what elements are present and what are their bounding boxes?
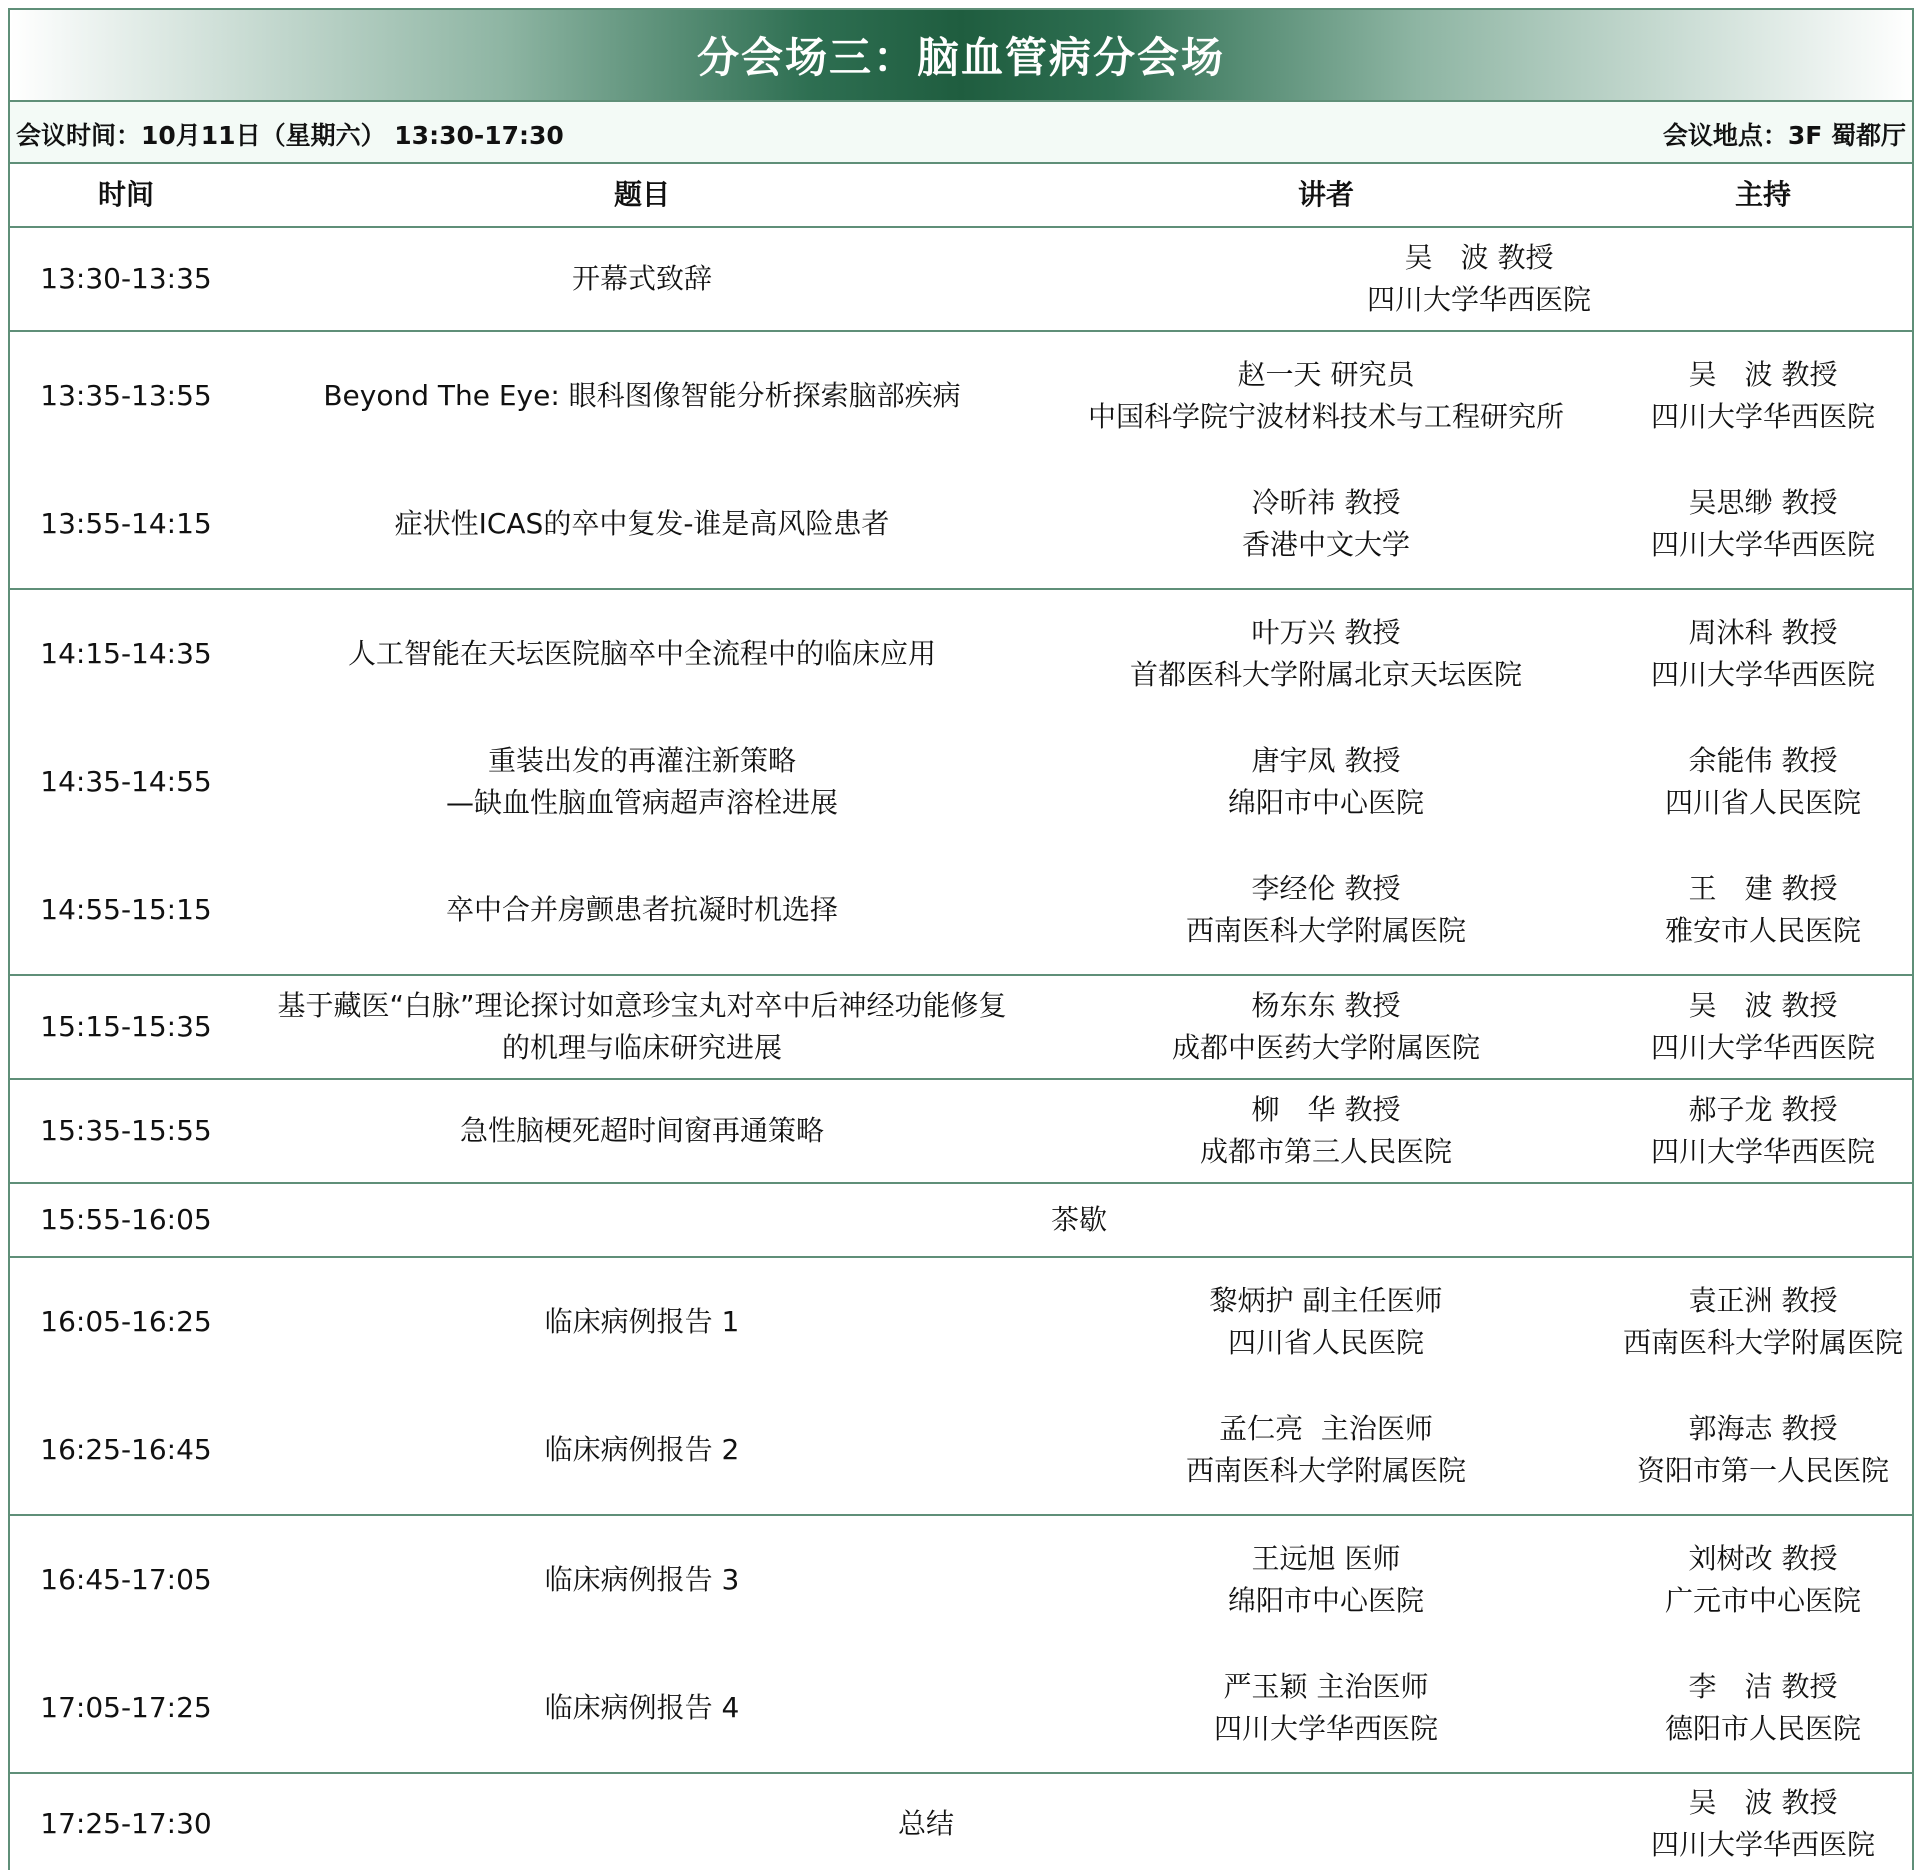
speaker-cell — [1042, 228, 1916, 330]
meeting-time: 会议时间：10月11日（星期六） 13:30-17:30 — [16, 121, 564, 150]
speaker-cell — [1042, 1516, 1610, 1644]
topic-cell — [242, 718, 1042, 846]
topic-cell: 开幕式致辞 — [571, 262, 712, 295]
host-cell — [1610, 460, 1916, 588]
host-cell — [1610, 718, 1916, 846]
speaker-affiliation: 四川省人民医院 — [1227, 1326, 1424, 1359]
speaker-cell — [1042, 718, 1610, 846]
host-affiliation: 四川大学华西医院 — [1650, 1031, 1875, 1064]
speaker-affiliation: 西南医科大学附属医院 — [1185, 1454, 1466, 1487]
host-name: 吴 波 教授 — [1688, 358, 1838, 391]
speaker-name: 李经伦 教授 — [1251, 872, 1401, 905]
table-row — [10, 1256, 1912, 1386]
speaker-affiliation: 成都市第三人民医院 — [1199, 1135, 1452, 1168]
host-name: 吴思缈 教授 — [1688, 486, 1838, 519]
host-affiliation: 德阳市人民医院 — [1664, 1712, 1861, 1745]
table-row — [10, 588, 1912, 718]
speaker-cell — [1042, 1386, 1610, 1514]
time-cell: 14:15-14:35 — [40, 637, 212, 670]
host-cell — [1610, 1644, 1916, 1772]
topic-line: —缺血性脑血管病超声溶栓进展 — [445, 786, 838, 819]
speaker-name: 王远旭 医师 — [1251, 1542, 1401, 1575]
speaker-cell — [1042, 332, 1610, 460]
time-cell: 14:35-14:55 — [40, 765, 212, 798]
topic-line: 重装出发的再灌注新策略 — [487, 744, 796, 777]
host-cell — [1610, 846, 1916, 974]
session-title: 分会场三：脑血管病分会场 — [696, 33, 1225, 82]
speaker-cell — [1042, 460, 1610, 588]
topic-cell: Beyond The Eye: 眼科图像智能分析探索脑部疾病 — [323, 379, 961, 412]
table-row — [10, 1078, 1912, 1182]
time-cell: 13:30-13:35 — [40, 262, 212, 295]
host-name: 王 建 教授 — [1688, 872, 1838, 905]
time-cell: 15:15-15:35 — [40, 1010, 212, 1043]
topic-line: 基于藏医“白脉”理论探讨如意珍宝丸对卒中后神经功能修复 — [277, 989, 1007, 1022]
time-cell: 17:25-17:30 — [40, 1807, 212, 1840]
table-row — [10, 974, 1912, 1078]
speaker-cell — [1042, 976, 1610, 1078]
time-cell: 15:35-15:55 — [40, 1114, 212, 1147]
host-affiliation: 广元市中心医院 — [1664, 1584, 1861, 1617]
host-cell — [1610, 1258, 1916, 1386]
header-time: 时间 — [97, 178, 154, 211]
topic-cell: 临床病例报告 1 — [544, 1305, 740, 1338]
speaker-name: 柳 华 教授 — [1251, 1093, 1401, 1126]
host-affiliation: 雅安市人民医院 — [1664, 914, 1861, 947]
speaker-name: 赵一天 研究员 — [1237, 358, 1415, 391]
host-name: 余能伟 教授 — [1688, 744, 1838, 777]
host-name: 吴 波 教授 — [1688, 1786, 1838, 1819]
table-row — [10, 1386, 1912, 1514]
speaker-cell — [1042, 846, 1610, 974]
speaker-name: 孟仁亮 主治医师 — [1219, 1412, 1433, 1445]
host-cell — [1610, 1386, 1916, 1514]
host-affiliation: 四川大学华西医院 — [1650, 528, 1875, 561]
table-header-row — [10, 164, 1912, 226]
topic-cell: 临床病例报告 4 — [544, 1691, 740, 1724]
speaker-affiliation: 中国科学院宁波材料技术与工程研究所 — [1087, 400, 1564, 433]
meeting-info-bar — [10, 102, 1912, 164]
header-topic: 题目 — [613, 178, 670, 211]
host-name: 吴 波 教授 — [1688, 989, 1838, 1022]
speaker-name: 叶万兴 教授 — [1251, 616, 1401, 649]
host-affiliation: 四川大学华西医院 — [1650, 658, 1875, 691]
table-row — [10, 846, 1912, 974]
time-cell: 16:45-17:05 — [40, 1563, 212, 1596]
speaker-affiliation: 首都医科大学附属北京天坛医院 — [1129, 658, 1522, 691]
host-cell — [1610, 1774, 1916, 1874]
topic-cell — [242, 976, 1042, 1078]
host-affiliation: 四川大学华西医院 — [1650, 1135, 1875, 1168]
table-row — [10, 460, 1912, 588]
host-affiliation: 四川大学华西医院 — [1650, 400, 1875, 433]
speaker-affiliation: 四川大学华西医院 — [1213, 1712, 1438, 1745]
table-row — [10, 330, 1912, 460]
schedule-grid — [10, 164, 1912, 1874]
table-row — [10, 1644, 1912, 1772]
speaker-affiliation: 四川大学华西医院 — [1366, 283, 1591, 316]
topic-cell: 人工智能在天坛医院脑卒中全流程中的临床应用 — [347, 637, 936, 670]
topic-cell: 总结 — [897, 1807, 954, 1840]
speaker-name: 冷昕祎 教授 — [1251, 486, 1401, 519]
time-cell: 13:35-13:55 — [40, 379, 212, 412]
speaker-affiliation: 成都中医药大学附属医院 — [1171, 1031, 1480, 1064]
topic-cell: 临床病例报告 3 — [544, 1563, 740, 1596]
topic-cell: 卒中合并房颤患者抗凝时机选择 — [445, 893, 838, 926]
host-cell — [1610, 1080, 1916, 1182]
host-name: 郝子龙 教授 — [1688, 1093, 1838, 1126]
speaker-cell — [1042, 1080, 1610, 1182]
topic-cell: 临床病例报告 2 — [544, 1433, 740, 1466]
host-name: 李 洁 教授 — [1688, 1670, 1838, 1703]
speaker-name: 唐宇凤 教授 — [1251, 744, 1401, 777]
speaker-affiliation: 西南医科大学附属医院 — [1185, 914, 1466, 947]
session-banner — [10, 10, 1912, 102]
speaker-cell — [1042, 1644, 1610, 1772]
host-affiliation: 西南医科大学附属医院 — [1622, 1326, 1903, 1359]
speaker-name: 严玉颖 主治医师 — [1223, 1670, 1429, 1703]
time-cell: 14:55-15:15 — [40, 893, 212, 926]
header-host: 主持 — [1734, 178, 1791, 211]
meeting-location: 会议地点：3F 蜀都厅 — [1662, 121, 1906, 150]
host-cell — [1610, 976, 1916, 1078]
table-row-break — [10, 1182, 1912, 1256]
host-name: 袁正洲 教授 — [1688, 1284, 1838, 1317]
host-affiliation: 资阳市第一人民医院 — [1636, 1454, 1889, 1487]
speaker-affiliation: 绵阳市中心医院 — [1227, 786, 1424, 819]
speaker-affiliation: 绵阳市中心医院 — [1227, 1584, 1424, 1617]
table-row — [10, 718, 1912, 846]
session-schedule-table — [8, 8, 1914, 1870]
speaker-affiliation: 香港中文大学 — [1241, 528, 1410, 561]
table-row — [10, 1772, 1912, 1874]
host-cell — [1610, 590, 1916, 718]
table-row — [10, 1514, 1912, 1644]
speaker-name: 吴 波 教授 — [1404, 241, 1554, 274]
speaker-name: 黎炳护 副主任医师 — [1209, 1284, 1443, 1317]
host-affiliation: 四川省人民医院 — [1664, 786, 1861, 819]
time-cell: 17:05-17:25 — [40, 1691, 212, 1724]
host-affiliation: 四川大学华西医院 — [1650, 1828, 1875, 1861]
time-cell: 16:25-16:45 — [40, 1433, 212, 1466]
time-cell: 15:55-16:05 — [40, 1203, 212, 1236]
speaker-cell — [1042, 590, 1610, 718]
topic-line: 的机理与临床研究进展 — [501, 1031, 782, 1064]
table-row — [10, 226, 1912, 330]
time-cell: 16:05-16:25 — [40, 1305, 212, 1338]
speaker-name: 杨东东 教授 — [1251, 989, 1401, 1022]
host-name: 刘树改 教授 — [1688, 1542, 1838, 1575]
topic-cell: 急性脑梗死超时间窗再通策略 — [459, 1114, 824, 1147]
header-speaker: 讲者 — [1297, 178, 1354, 211]
host-name: 周沐科 教授 — [1688, 616, 1838, 649]
speaker-cell — [1042, 1258, 1610, 1386]
host-cell — [1610, 1516, 1916, 1644]
topic-cell: 症状性ICAS的卒中复发-谁是高风险患者 — [394, 507, 890, 540]
host-name: 郭海志 教授 — [1688, 1412, 1838, 1445]
host-cell — [1610, 332, 1916, 460]
time-cell: 13:55-14:15 — [40, 507, 212, 540]
break-cell: 茶歇 — [1050, 1203, 1107, 1236]
